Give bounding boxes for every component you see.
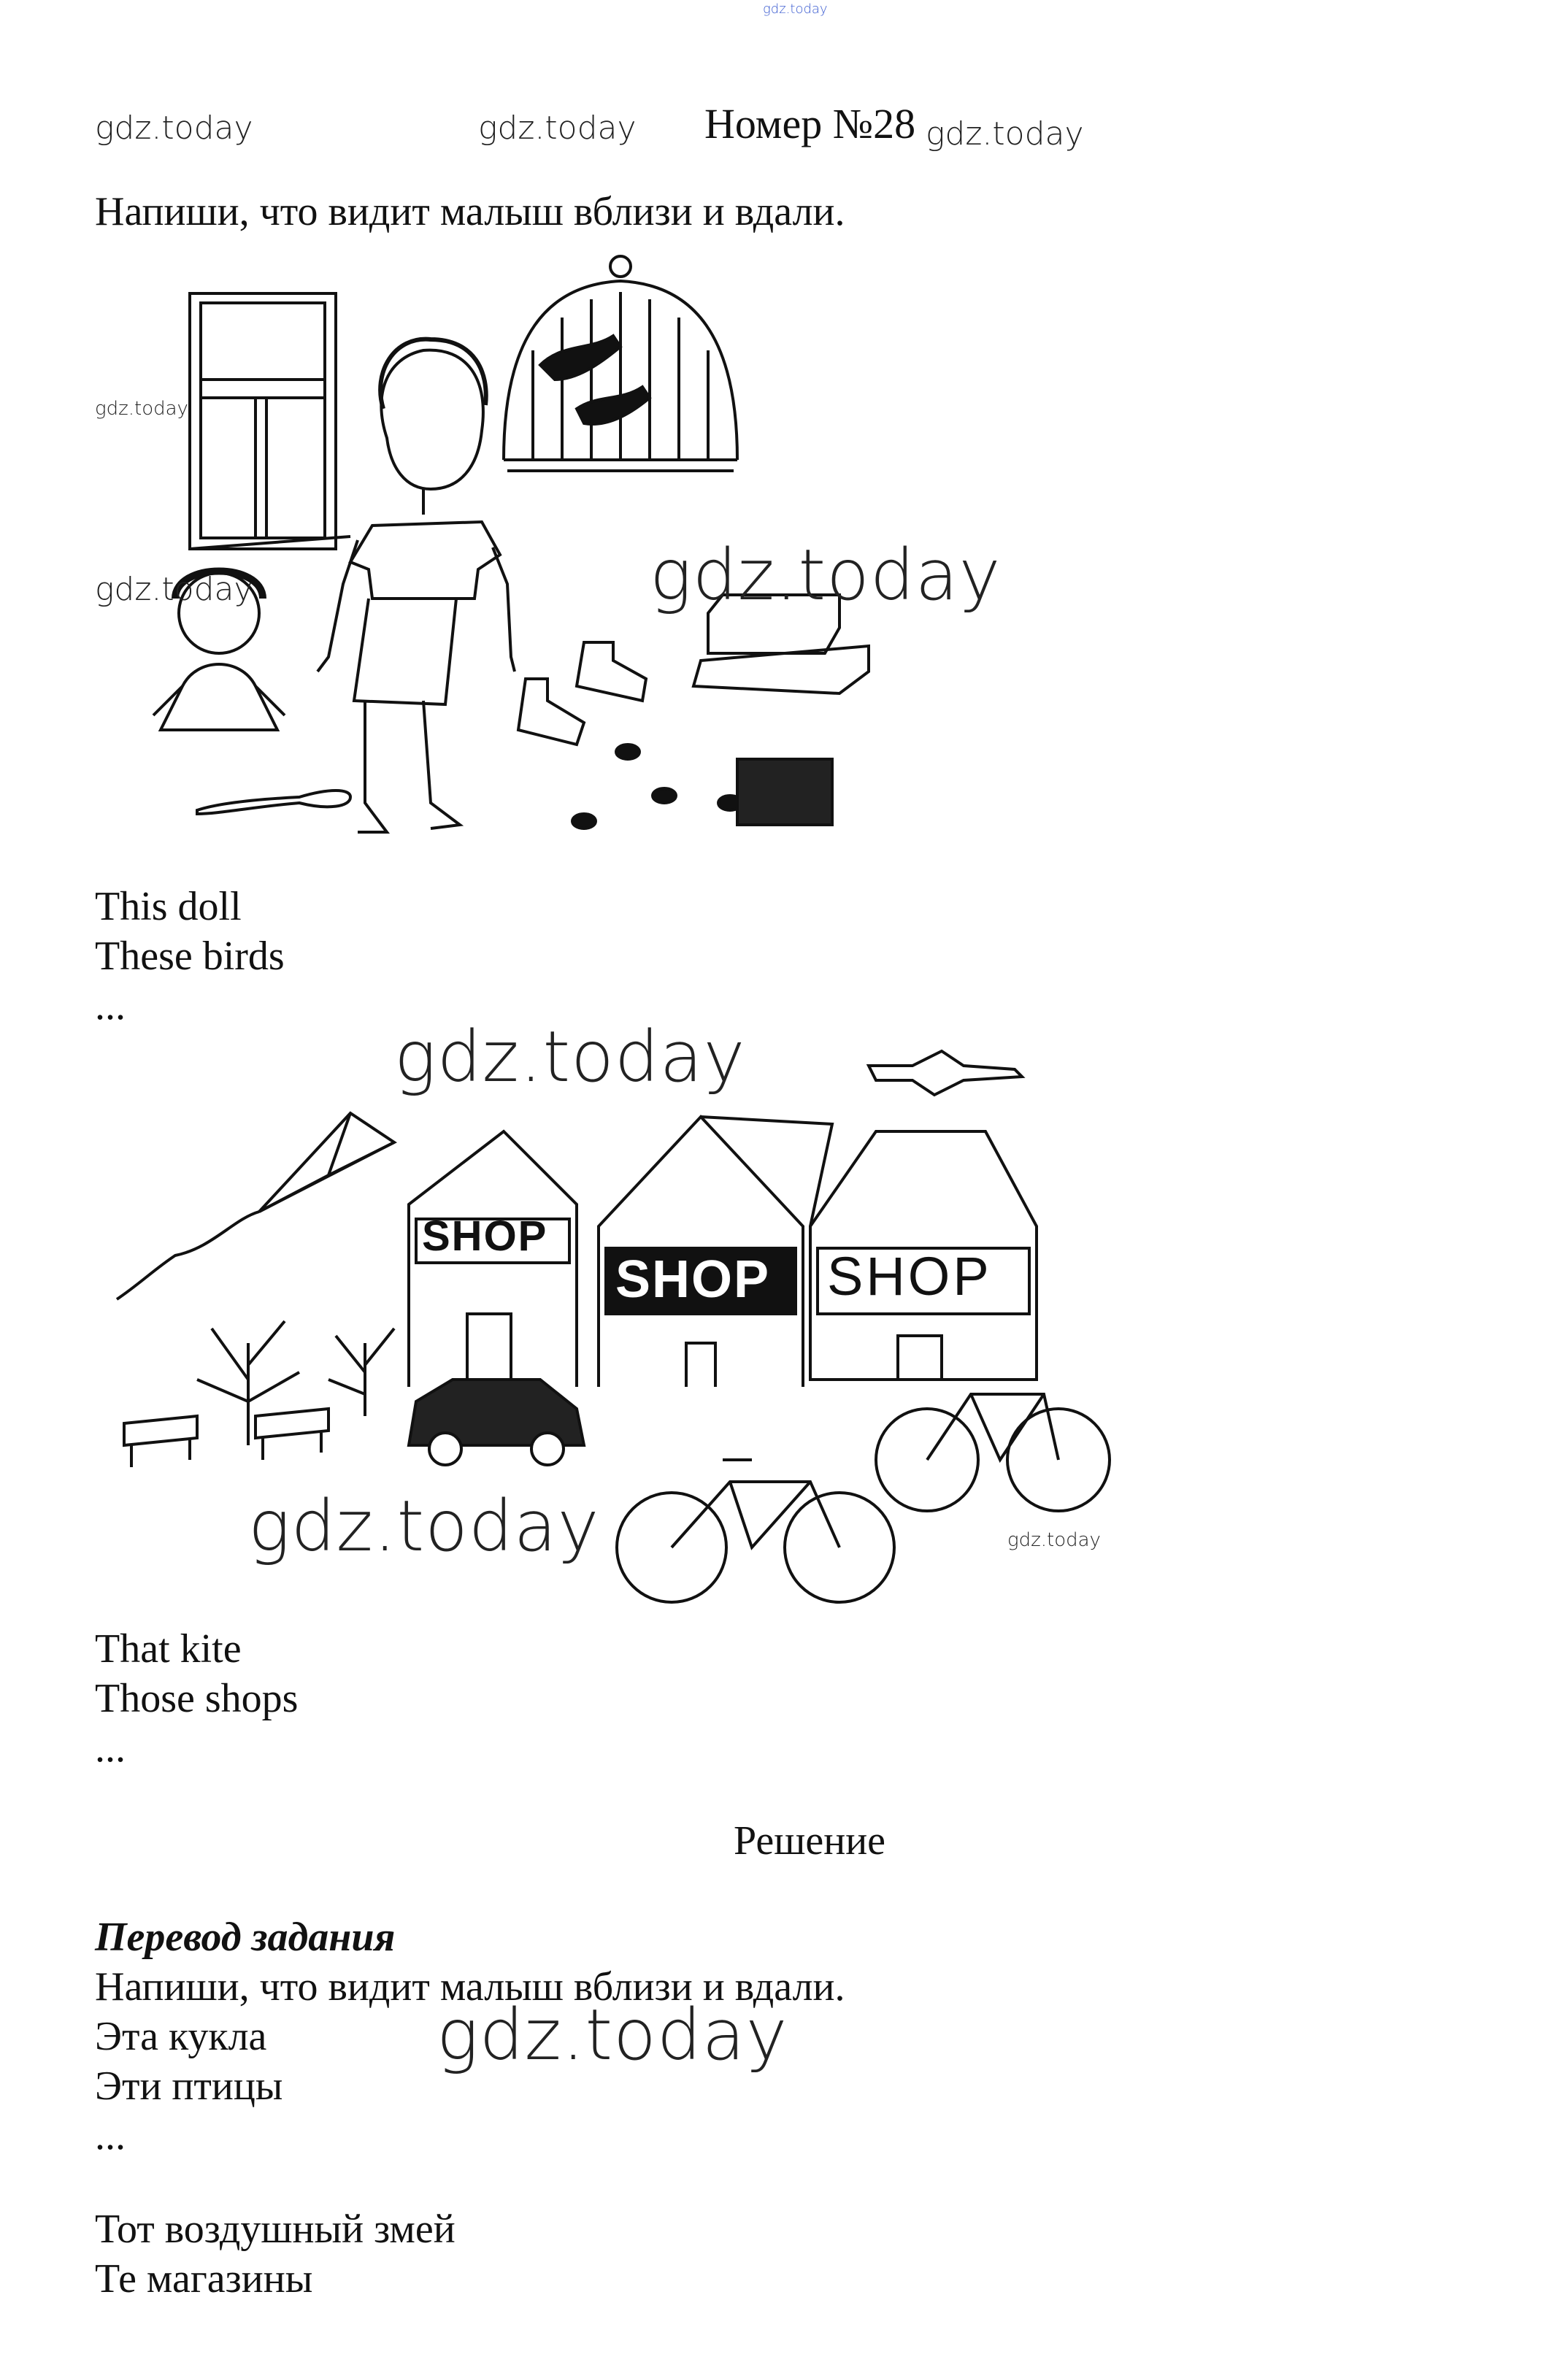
top-watermark: gdz.today (763, 1, 828, 17)
benches-icon (124, 1409, 328, 1467)
watermark: gdz.today (95, 398, 188, 420)
watermark: gdz.today (394, 1016, 746, 1098)
candies-icon (572, 745, 764, 828)
solution-subheading: Перевод задания (95, 1915, 396, 1960)
solution-near-item-3: ... (95, 2113, 126, 2158)
near-item-3: ... (95, 983, 126, 1028)
far-item-3: ... (95, 1726, 126, 1771)
airplane-icon (869, 1051, 1022, 1095)
car-icon (409, 1380, 584, 1465)
solution-instruction: Напиши, что видит малыш вблизи и вдали. (95, 1964, 845, 2009)
trees-icon (197, 1321, 394, 1445)
watermark: gdz.today (1007, 1529, 1101, 1551)
solution-heading: Решение (734, 1818, 886, 1864)
solution-near-item-1: Эта кукла (95, 2014, 267, 2059)
far-item-2: Those shops (95, 1676, 299, 1721)
kite-icon (117, 1113, 394, 1299)
near-item-1: This doll (95, 884, 242, 929)
watermark: gdz.today (95, 571, 253, 608)
bicycles-icon (617, 1394, 1110, 1602)
window-icon (190, 293, 350, 549)
task-instruction: Напиши, что видит малыш вблизи и вдали. (95, 189, 845, 234)
watermark: gdz.today (478, 109, 637, 147)
boy-icon (318, 339, 515, 832)
shop-sign-2: SHOP (615, 1250, 771, 1309)
solution-near-item-2: Эти птицы (95, 2064, 283, 2109)
near-item-2: These birds (95, 934, 285, 979)
far-item-1: That kite (95, 1626, 242, 1672)
watermark: gdz.today (248, 1485, 600, 1567)
spoon-icon (197, 791, 350, 814)
solution-far-item-2: Те магазины (95, 2256, 313, 2301)
chocolate-box-icon (737, 759, 832, 825)
shop-sign-3: SHOP (827, 1246, 992, 1307)
watermark: gdz.today (650, 534, 1002, 616)
page-title: Номер №28 (704, 100, 916, 147)
watermark: gdz.today (95, 109, 253, 147)
watermark: gdz.today (926, 115, 1084, 153)
watermark: gdz.today (437, 1994, 788, 2076)
solution-far-item-1: Тот воздушный змей (95, 2207, 456, 2252)
shop-sign-1: SHOP (422, 1212, 548, 1260)
shoes-icon (518, 642, 646, 745)
birdcage-icon (504, 256, 737, 471)
